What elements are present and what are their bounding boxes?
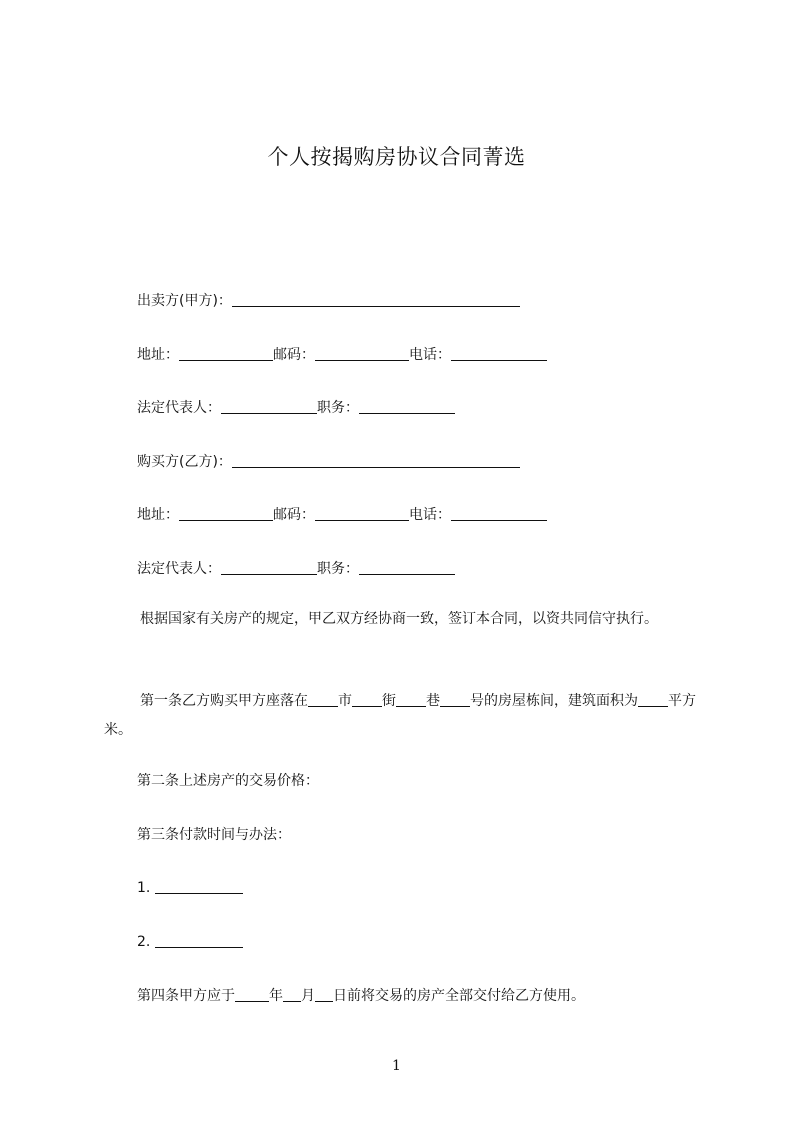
- city-label: 市: [338, 693, 352, 709]
- buyer-postcode-blank[interactable]: [315, 506, 409, 521]
- buyer-address-label: 地址：: [137, 507, 179, 523]
- month-blank[interactable]: [283, 987, 301, 1002]
- buyer-rep-line: [137, 559, 455, 579]
- seller-postcode-label: 邮码：: [273, 347, 315, 363]
- lane-label: 巷: [426, 693, 440, 709]
- payment-item-1: [137, 878, 243, 898]
- buyer-line: [137, 452, 520, 472]
- seller-legal-rep-label: 法定代表人：: [137, 400, 221, 416]
- article-2: 第二条上述房产的交易价格：: [137, 773, 319, 789]
- payment-item-2: [137, 932, 243, 952]
- buyer-position-blank[interactable]: [359, 560, 455, 575]
- payment-item-2-label: 2.: [137, 934, 151, 950]
- buyer-legal-rep-label: 法定代表人：: [137, 561, 221, 577]
- street-blank[interactable]: [352, 692, 382, 707]
- buyer-legal-rep-blank[interactable]: [221, 560, 317, 575]
- number-label: 号的房屋栋间，建筑面积为: [470, 693, 638, 709]
- seller-address-blank[interactable]: [179, 346, 273, 361]
- article-1: [104, 687, 714, 745]
- buyer-phone-label: 电话：: [409, 507, 451, 523]
- page-number: 1: [392, 1058, 401, 1074]
- seller-phone-label: 电话：: [409, 347, 451, 363]
- number-blank[interactable]: [440, 692, 470, 707]
- seller-legal-rep-blank[interactable]: [221, 399, 317, 414]
- city-blank[interactable]: [308, 692, 338, 707]
- buyer-phone-blank[interactable]: [451, 506, 547, 521]
- street-label: 街: [382, 693, 396, 709]
- year-label: 年: [269, 988, 283, 1004]
- lane-blank[interactable]: [396, 692, 426, 707]
- seller-line: [137, 291, 520, 311]
- seller-postcode-blank[interactable]: [315, 346, 409, 361]
- year-blank[interactable]: [235, 987, 269, 1002]
- seller-phone-blank[interactable]: [451, 346, 547, 361]
- payment-item-1-label: 1.: [137, 880, 151, 896]
- month-label: 月: [301, 988, 315, 1004]
- buyer-contact-line: [137, 505, 547, 525]
- area-blank[interactable]: [638, 692, 668, 707]
- buyer-name-blank[interactable]: [232, 453, 520, 468]
- buyer-position-label: 职务：: [317, 561, 359, 577]
- seller-name-blank[interactable]: [232, 292, 520, 307]
- article-4-text: 第四条甲方应于: [137, 988, 235, 1004]
- article-4-rest: 日前将交易的房产全部交付给乙方使用。: [333, 988, 585, 1004]
- article-1-text: 第一条乙方购买甲方座落在: [140, 693, 308, 709]
- seller-label: 出卖方(甲方)：: [137, 293, 232, 309]
- seller-position-label: 职务：: [317, 400, 359, 416]
- seller-position-blank[interactable]: [359, 399, 455, 414]
- buyer-address-blank[interactable]: [179, 506, 273, 521]
- day-blank[interactable]: [315, 987, 333, 1002]
- seller-contact-line: [137, 345, 547, 365]
- intro-paragraph: 根据国家有关房产的规定，甲乙双方经协商一致，签订本合同，以资共同信守执行。: [140, 611, 658, 627]
- seller-rep-line: [137, 398, 455, 418]
- area-unit-label: 平方米。: [104, 693, 696, 738]
- buyer-label: 购买方(乙方)：: [137, 454, 232, 470]
- seller-address-label: 地址：: [137, 347, 179, 363]
- article-4: [137, 986, 585, 1006]
- buyer-postcode-label: 邮码：: [273, 507, 315, 523]
- payment-item-2-blank[interactable]: [155, 933, 243, 948]
- document-title: 个人按揭购房协议合同菁选: [267, 145, 526, 169]
- payment-item-1-blank[interactable]: [155, 879, 243, 894]
- article-3: 第三条付款时间与办法：: [137, 827, 291, 843]
